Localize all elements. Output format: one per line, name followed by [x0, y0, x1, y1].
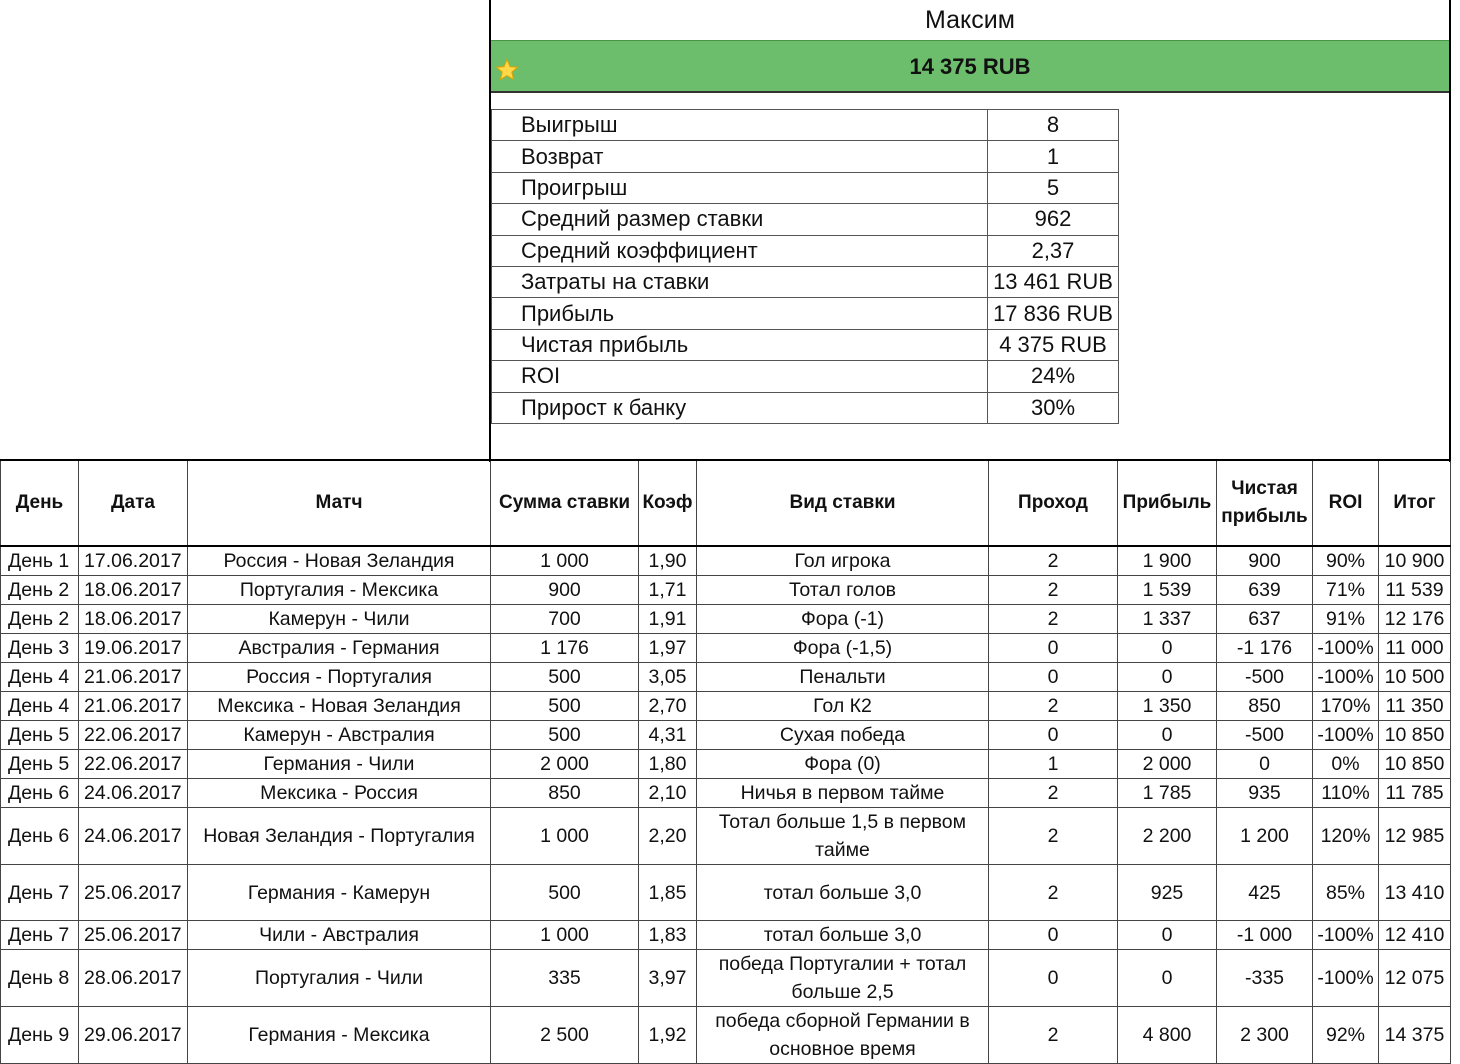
- cell-total: 14 375: [1379, 1007, 1451, 1064]
- cell-stake: 1 000: [491, 808, 639, 865]
- stats-row: [492, 298, 1119, 329]
- cell-stake: 2 000: [491, 750, 639, 779]
- cell-match: Португалия - Чили: [188, 950, 491, 1007]
- table-row: [1, 1007, 1451, 1064]
- cell-total: 13 410: [1379, 865, 1451, 921]
- cell-net-profit: 900: [1217, 546, 1313, 576]
- cell-net-profit: 637: [1217, 605, 1313, 634]
- cell-coef: 1,71: [639, 576, 697, 605]
- stats-label: ROI: [492, 361, 988, 392]
- cell-match: Камерун - Чили: [188, 605, 491, 634]
- cell-roi: 71%: [1313, 576, 1379, 605]
- table-row: [1, 546, 1451, 576]
- cell-bet-type: Гол К2: [697, 692, 989, 721]
- stats-row: [492, 392, 1119, 423]
- stats-label: Затраты на ставки: [492, 266, 988, 297]
- cell-pass: 2: [989, 865, 1118, 921]
- table-row: [1, 663, 1451, 692]
- cell-roi: 85%: [1313, 865, 1379, 921]
- cell-pass: 0: [989, 921, 1118, 950]
- cell-total: 12 410: [1379, 921, 1451, 950]
- table-row: [1, 921, 1451, 950]
- stats-label: Прирост к банку: [492, 392, 988, 423]
- stats-value: 24%: [988, 361, 1119, 392]
- cell-total: 11 350: [1379, 692, 1451, 721]
- cell-roi: -100%: [1313, 950, 1379, 1007]
- cell-match: Камерун - Австралия: [188, 721, 491, 750]
- cell-coef: 3,97: [639, 950, 697, 1007]
- stats-value: 2,37: [988, 235, 1119, 266]
- cell-profit: 1 350: [1118, 692, 1217, 721]
- cell-coef: 4,31: [639, 721, 697, 750]
- stats-value: 13 461 RUB: [988, 266, 1119, 297]
- cell-day: День 2: [1, 576, 79, 605]
- cell-total: 11 000: [1379, 634, 1451, 663]
- cell-stake: 1 176: [491, 634, 639, 663]
- cell-pass: 0: [989, 663, 1118, 692]
- cell-profit: 1 785: [1118, 779, 1217, 808]
- cell-day: День 9: [1, 1007, 79, 1064]
- stats-label: Средний размер ставки: [492, 204, 988, 235]
- header-date: Дата: [79, 460, 188, 546]
- cell-bet-type: Тотал голов: [697, 576, 989, 605]
- cell-date: 29.06.2017: [79, 1007, 188, 1064]
- cell-date: 22.06.2017: [79, 721, 188, 750]
- cell-coef: 2,10: [639, 779, 697, 808]
- cell-total: 11 785: [1379, 779, 1451, 808]
- cell-date: 18.06.2017: [79, 605, 188, 634]
- cell-day: День 5: [1, 750, 79, 779]
- cell-roi: -100%: [1313, 634, 1379, 663]
- header-net-profit-line1: Чистая: [1231, 478, 1298, 499]
- stats-row: [492, 361, 1119, 392]
- stats-row: [492, 172, 1119, 203]
- cell-roi: -100%: [1313, 663, 1379, 692]
- cell-net-profit: -1 176: [1217, 634, 1313, 663]
- cell-roi: 91%: [1313, 605, 1379, 634]
- cell-date: 28.06.2017: [79, 950, 188, 1007]
- stats-row: [492, 235, 1119, 266]
- cell-pass: 2: [989, 692, 1118, 721]
- cell-date: 25.06.2017: [79, 865, 188, 921]
- cell-coef: 2,70: [639, 692, 697, 721]
- stats-table: [491, 109, 1119, 424]
- cell-roi: -100%: [1313, 721, 1379, 750]
- cell-coef: 3,05: [639, 663, 697, 692]
- cell-coef: 1,92: [639, 1007, 697, 1064]
- cell-net-profit: 850: [1217, 692, 1313, 721]
- cell-profit: 0: [1118, 634, 1217, 663]
- stats-label: Средний коэффициент: [492, 235, 988, 266]
- cell-coef: 1,83: [639, 921, 697, 950]
- cell-day: День 5: [1, 721, 79, 750]
- cell-total: 10 900: [1379, 546, 1451, 576]
- cell-roi: 170%: [1313, 692, 1379, 721]
- cell-total: 10 850: [1379, 750, 1451, 779]
- cell-total: 12 075: [1379, 950, 1451, 1007]
- cell-date: 24.06.2017: [79, 779, 188, 808]
- cell-day: День 6: [1, 808, 79, 865]
- cell-match: Новая Зеландия - Португалия: [188, 808, 491, 865]
- cell-profit: 2 200: [1118, 808, 1217, 865]
- header-roi: ROI: [1313, 460, 1379, 546]
- stats-value: 5: [988, 172, 1119, 203]
- cell-stake: 1 000: [491, 921, 639, 950]
- cell-bet-type: тотал больше 3,0: [697, 865, 989, 921]
- cell-pass: 2: [989, 605, 1118, 634]
- header-net-profit: [1217, 460, 1313, 546]
- cell-stake: 850: [491, 779, 639, 808]
- stats-label: Проигрыш: [492, 172, 988, 203]
- table-row: [1, 865, 1451, 921]
- cell-pass: 2: [989, 808, 1118, 865]
- stats-row: [492, 141, 1119, 172]
- cell-stake: 1 000: [491, 546, 639, 576]
- cell-total: 12 985: [1379, 808, 1451, 865]
- cell-date: 22.06.2017: [79, 750, 188, 779]
- cell-match: Мексика - Россия: [188, 779, 491, 808]
- cell-bet-type: Фора (-1): [697, 605, 989, 634]
- bank-total: 14 375 RUB: [909, 54, 1031, 79]
- stats-value: 4 375 RUB: [988, 329, 1119, 360]
- cell-pass: 2: [989, 1007, 1118, 1064]
- cell-roi: 0%: [1313, 750, 1379, 779]
- cell-roi: -100%: [1313, 921, 1379, 950]
- cell-net-profit: 935: [1217, 779, 1313, 808]
- cell-bet-type: Тотал больше 1,5 в первом тайме: [697, 808, 989, 865]
- cell-roi: 90%: [1313, 546, 1379, 576]
- cell-net-profit: -500: [1217, 663, 1313, 692]
- cell-match: Германия - Камерун: [188, 865, 491, 921]
- table-row: [1, 779, 1451, 808]
- cell-profit: 1 900: [1118, 546, 1217, 576]
- cell-coef: 1,85: [639, 865, 697, 921]
- cell-total: 12 176: [1379, 605, 1451, 634]
- header-net-profit-line2: прибыль: [1221, 506, 1308, 527]
- cell-match: Россия - Новая Зеландия: [188, 546, 491, 576]
- table-row: [1, 605, 1451, 634]
- stats-value: 962: [988, 204, 1119, 235]
- cell-coef: 1,80: [639, 750, 697, 779]
- cell-pass: 2: [989, 779, 1118, 808]
- cell-stake: 335: [491, 950, 639, 1007]
- cell-profit: 0: [1118, 663, 1217, 692]
- cell-pass: 1: [989, 750, 1118, 779]
- cell-net-profit: -335: [1217, 950, 1313, 1007]
- stats-row: [492, 266, 1119, 297]
- cell-date: 25.06.2017: [79, 921, 188, 950]
- cell-match: Португалия - Мексика: [188, 576, 491, 605]
- stats-value: 8: [988, 110, 1119, 141]
- cell-date: 19.06.2017: [79, 634, 188, 663]
- cell-total: 10 850: [1379, 721, 1451, 750]
- cell-day: День 4: [1, 663, 79, 692]
- header-coef: Коэф: [639, 460, 697, 546]
- cell-date: 21.06.2017: [79, 692, 188, 721]
- table-row: [1, 634, 1451, 663]
- cell-net-profit: 639: [1217, 576, 1313, 605]
- cell-coef: 1,91: [639, 605, 697, 634]
- cell-profit: 0: [1118, 950, 1217, 1007]
- cell-net-profit: 2 300: [1217, 1007, 1313, 1064]
- cell-stake: 500: [491, 721, 639, 750]
- cell-date: 18.06.2017: [79, 576, 188, 605]
- cell-stake: 500: [491, 865, 639, 921]
- cell-bet-type: победа Португалии + тотал больше 2,5: [697, 950, 989, 1007]
- table-row: [1, 576, 1451, 605]
- cell-day: День 6: [1, 779, 79, 808]
- header-bet-type: Вид ставки: [697, 460, 989, 546]
- cell-bet-type: победа сборной Германии в основное время: [697, 1007, 989, 1064]
- cell-day: День 4: [1, 692, 79, 721]
- stats-label: Возврат: [492, 141, 988, 172]
- cell-profit: 0: [1118, 721, 1217, 750]
- cell-match: Чили - Австралия: [188, 921, 491, 950]
- header-day: День: [1, 460, 79, 546]
- cell-roi: 120%: [1313, 808, 1379, 865]
- stats-row: [492, 329, 1119, 360]
- header-right-border: [1449, 0, 1451, 462]
- cell-profit: 925: [1118, 865, 1217, 921]
- stats-row: [492, 110, 1119, 141]
- stats-value: 17 836 RUB: [988, 298, 1119, 329]
- cell-net-profit: 0: [1217, 750, 1313, 779]
- cell-day: День 1: [1, 546, 79, 576]
- table-row: [1, 950, 1451, 1007]
- cell-coef: 1,97: [639, 634, 697, 663]
- cell-net-profit: 1 200: [1217, 808, 1313, 865]
- cell-bet-type: Фора (-1,5): [697, 634, 989, 663]
- cell-day: День 7: [1, 865, 79, 921]
- cell-coef: 2,20: [639, 808, 697, 865]
- cell-stake: 500: [491, 692, 639, 721]
- table-header-row: [1, 460, 1451, 546]
- header-match: Матч: [188, 460, 491, 546]
- header-profit: Прибыль: [1118, 460, 1217, 546]
- stats-label: Прибыль: [492, 298, 988, 329]
- cell-match: Мексика - Новая Зеландия: [188, 692, 491, 721]
- cell-pass: 0: [989, 721, 1118, 750]
- header-pass: Проход: [989, 460, 1118, 546]
- cell-total: 10 500: [1379, 663, 1451, 692]
- cell-day: День 2: [1, 605, 79, 634]
- cell-stake: 700: [491, 605, 639, 634]
- cell-bet-type: Фора (0): [697, 750, 989, 779]
- cell-date: 21.06.2017: [79, 663, 188, 692]
- cell-bet-type: Сухая победа: [697, 721, 989, 750]
- cell-net-profit: -1 000: [1217, 921, 1313, 950]
- stats-label: Выигрыш: [492, 110, 988, 141]
- cell-date: 17.06.2017: [79, 546, 188, 576]
- cell-stake: 2 500: [491, 1007, 639, 1064]
- cell-match: Австралия - Германия: [188, 634, 491, 663]
- cell-profit: 1 539: [1118, 576, 1217, 605]
- cell-bet-type: Пенальти: [697, 663, 989, 692]
- bets-table: [0, 459, 1451, 1064]
- cell-profit: 0: [1118, 921, 1217, 950]
- cell-pass: 2: [989, 546, 1118, 576]
- cell-profit: 2 000: [1118, 750, 1217, 779]
- cell-total: 11 539: [1379, 576, 1451, 605]
- cell-bet-type: Ничья в первом тайме: [697, 779, 989, 808]
- cell-pass: 0: [989, 634, 1118, 663]
- cell-match: Германия - Мексика: [188, 1007, 491, 1064]
- cell-day: День 7: [1, 921, 79, 950]
- cell-net-profit: -500: [1217, 721, 1313, 750]
- table-row: [1, 721, 1451, 750]
- header-total: Итог: [1379, 460, 1451, 546]
- cell-roi: 92%: [1313, 1007, 1379, 1064]
- header-stake: Сумма ставки: [491, 460, 639, 546]
- cell-bet-type: Гол игрока: [697, 546, 989, 576]
- cell-date: 24.06.2017: [79, 808, 188, 865]
- cell-stake: 500: [491, 663, 639, 692]
- cell-day: День 8: [1, 950, 79, 1007]
- cell-match: Россия - Португалия: [188, 663, 491, 692]
- cell-roi: 110%: [1313, 779, 1379, 808]
- stats-value: 30%: [988, 392, 1119, 423]
- cell-pass: 2: [989, 576, 1118, 605]
- table-row: [1, 692, 1451, 721]
- bank-bar: [491, 40, 1449, 93]
- cell-profit: 1 337: [1118, 605, 1217, 634]
- cell-pass: 0: [989, 950, 1118, 1007]
- cell-stake: 900: [491, 576, 639, 605]
- cell-net-profit: 425: [1217, 865, 1313, 921]
- cell-profit: 4 800: [1118, 1007, 1217, 1064]
- cell-match: Германия - Чили: [188, 750, 491, 779]
- table-row: [1, 808, 1451, 865]
- stats-row: [492, 204, 1119, 235]
- cell-coef: 1,90: [639, 546, 697, 576]
- player-name: Максим: [925, 6, 1015, 34]
- stats-value: 1: [988, 141, 1119, 172]
- table-row: [1, 750, 1451, 779]
- cell-day: День 3: [1, 634, 79, 663]
- stats-label: Чистая прибыль: [492, 329, 988, 360]
- cell-bet-type: тотал больше 3,0: [697, 921, 989, 950]
